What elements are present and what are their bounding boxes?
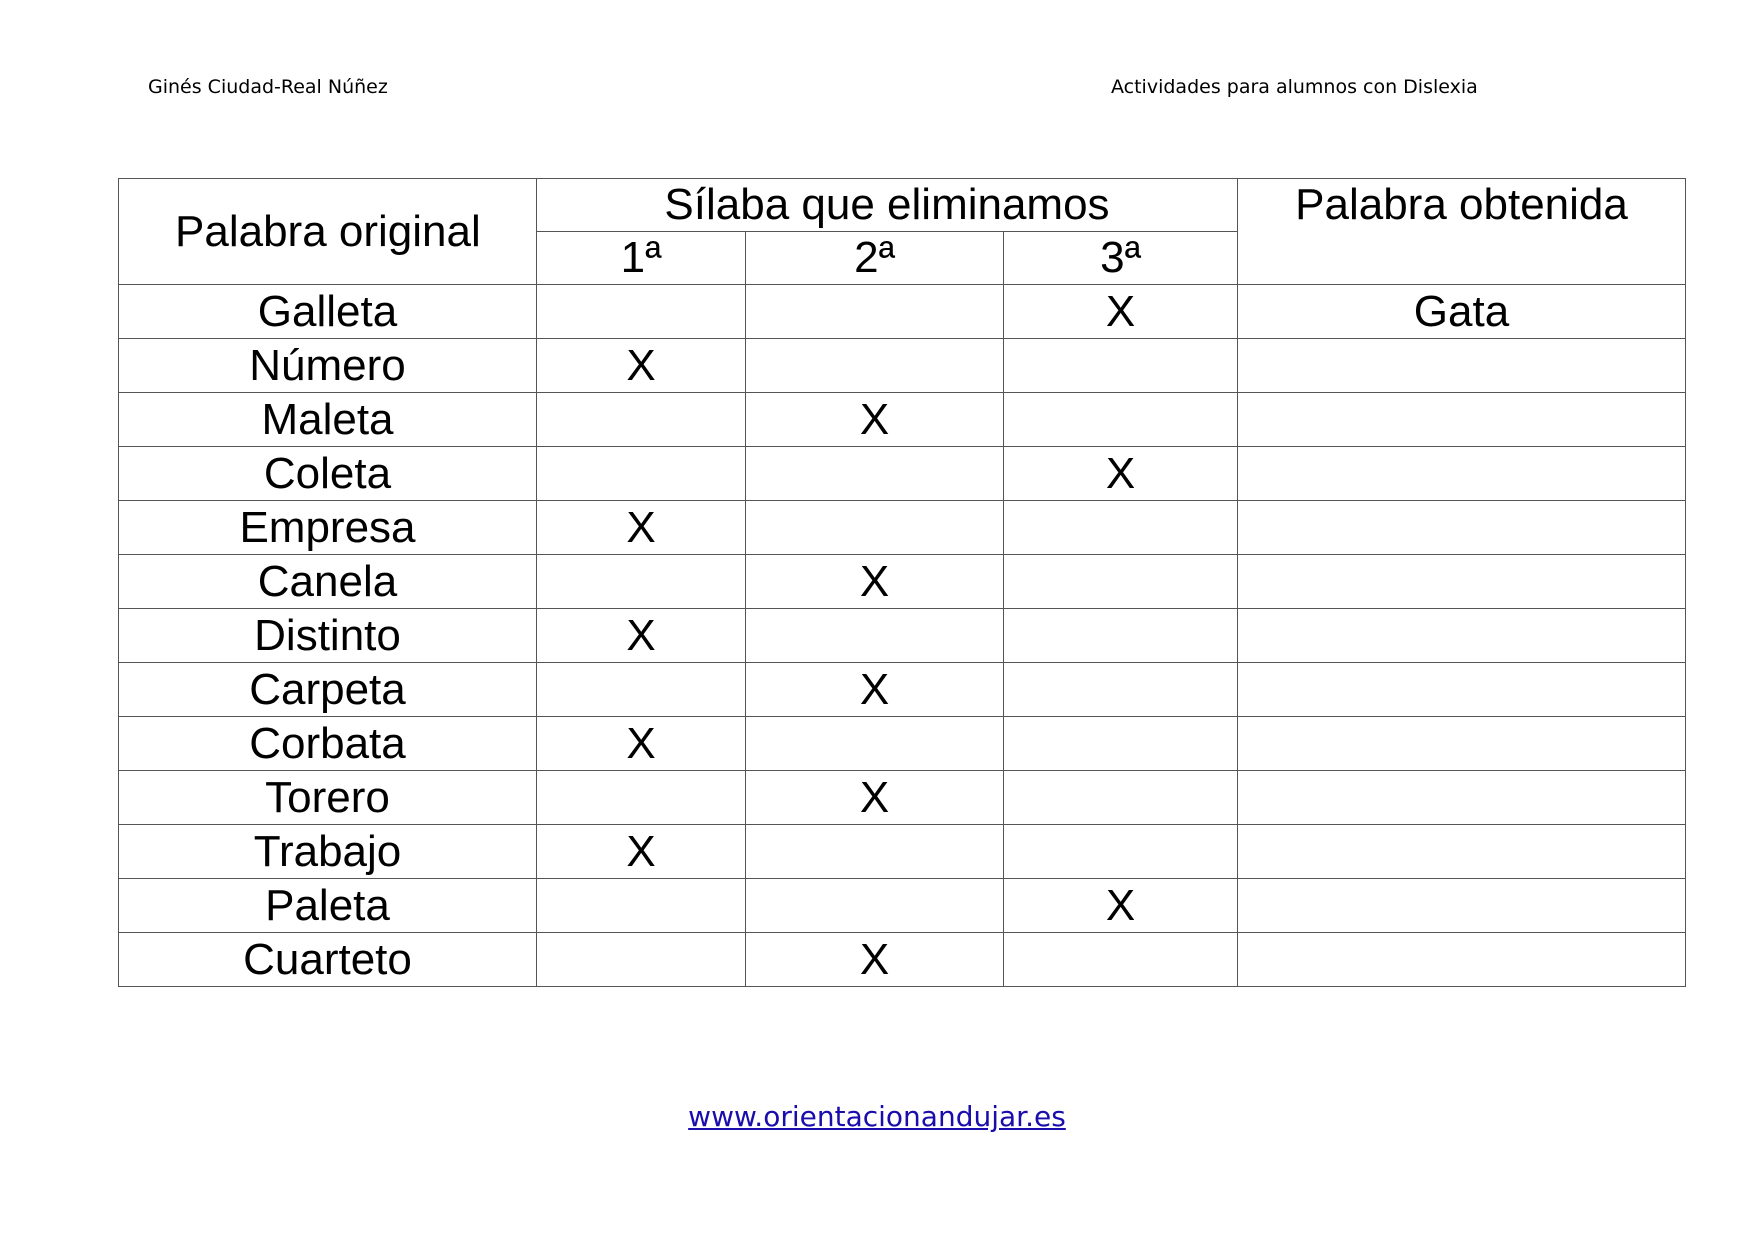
table-row bbox=[119, 879, 1686, 933]
table-row bbox=[119, 717, 1686, 771]
cell-obtained-word[interactable] bbox=[1238, 879, 1686, 933]
cell-syllable-1 bbox=[537, 447, 746, 501]
cell-obtained-word[interactable] bbox=[1238, 609, 1686, 663]
header-syllable-removed: Sílaba que eliminamos bbox=[537, 179, 1238, 232]
cell-syllable-1: X bbox=[537, 339, 746, 393]
cell-syllable-1 bbox=[537, 663, 746, 717]
cell-syllable-2 bbox=[746, 339, 1004, 393]
cell-syllable-2 bbox=[746, 825, 1004, 879]
document-subject: Actividades para alumnos con Dislexia bbox=[1111, 76, 1478, 98]
cell-obtained-word[interactable] bbox=[1238, 339, 1686, 393]
table-row bbox=[119, 825, 1686, 879]
cell-syllable-2 bbox=[746, 609, 1004, 663]
footer bbox=[0, 1100, 1754, 1133]
cell-obtained-word[interactable] bbox=[1238, 393, 1686, 447]
cell-syllable-1: X bbox=[537, 717, 746, 771]
cell-syllable-3: X bbox=[1004, 285, 1238, 339]
cell-syllable-3: X bbox=[1004, 879, 1238, 933]
table-row bbox=[119, 933, 1686, 987]
cell-syllable-2 bbox=[746, 879, 1004, 933]
cell-syllable-1 bbox=[537, 933, 746, 987]
table-row bbox=[119, 393, 1686, 447]
cell-obtained-word[interactable] bbox=[1238, 933, 1686, 987]
cell-syllable-1: X bbox=[537, 501, 746, 555]
cell-obtained-word[interactable] bbox=[1238, 825, 1686, 879]
cell-obtained-word[interactable] bbox=[1238, 447, 1686, 501]
cell-original-word: Número bbox=[119, 339, 537, 393]
header-syllable-2: 2ª bbox=[746, 232, 1004, 285]
cell-syllable-3 bbox=[1004, 825, 1238, 879]
cell-obtained-word[interactable] bbox=[1238, 501, 1686, 555]
cell-syllable-2 bbox=[746, 447, 1004, 501]
table-row bbox=[119, 771, 1686, 825]
cell-syllable-1 bbox=[537, 393, 746, 447]
header-original-word: Palabra original bbox=[119, 179, 537, 285]
cell-syllable-2: X bbox=[746, 555, 1004, 609]
cell-syllable-3 bbox=[1004, 609, 1238, 663]
cell-syllable-3 bbox=[1004, 501, 1238, 555]
cell-original-word: Carpeta bbox=[119, 663, 537, 717]
table-row bbox=[119, 555, 1686, 609]
cell-syllable-3 bbox=[1004, 393, 1238, 447]
cell-original-word: Coleta bbox=[119, 447, 537, 501]
cell-syllable-1 bbox=[537, 285, 746, 339]
cell-syllable-3 bbox=[1004, 933, 1238, 987]
cell-syllable-3: X bbox=[1004, 447, 1238, 501]
cell-syllable-2 bbox=[746, 717, 1004, 771]
cell-syllable-3 bbox=[1004, 717, 1238, 771]
cell-syllable-3 bbox=[1004, 555, 1238, 609]
cell-original-word: Distinto bbox=[119, 609, 537, 663]
cell-syllable-1: X bbox=[537, 825, 746, 879]
cell-obtained-word[interactable] bbox=[1238, 663, 1686, 717]
header-obtained-word: Palabra obtenida bbox=[1238, 179, 1686, 285]
table-row bbox=[119, 501, 1686, 555]
cell-syllable-2: X bbox=[746, 663, 1004, 717]
table-header-row bbox=[119, 179, 1686, 232]
cell-obtained-word[interactable]: Gata bbox=[1238, 285, 1686, 339]
table-row bbox=[119, 285, 1686, 339]
cell-syllable-2: X bbox=[746, 393, 1004, 447]
cell-obtained-word[interactable] bbox=[1238, 555, 1686, 609]
cell-original-word: Maleta bbox=[119, 393, 537, 447]
table-row bbox=[119, 339, 1686, 393]
website-link[interactable]: www.orientacionandujar.es bbox=[688, 1100, 1066, 1133]
header-syllable-1: 1ª bbox=[537, 232, 746, 285]
cell-original-word: Paleta bbox=[119, 879, 537, 933]
header-syllable-3: 3ª bbox=[1004, 232, 1238, 285]
cell-syllable-1 bbox=[537, 771, 746, 825]
cell-original-word: Trabajo bbox=[119, 825, 537, 879]
cell-syllable-3 bbox=[1004, 339, 1238, 393]
cell-original-word: Cuarteto bbox=[119, 933, 537, 987]
cell-obtained-word[interactable] bbox=[1238, 717, 1686, 771]
author-name: Ginés Ciudad-Real Núñez bbox=[148, 76, 388, 98]
cell-original-word: Corbata bbox=[119, 717, 537, 771]
cell-obtained-word[interactable] bbox=[1238, 771, 1686, 825]
cell-syllable-1 bbox=[537, 879, 746, 933]
cell-original-word: Canela bbox=[119, 555, 537, 609]
cell-syllable-2: X bbox=[746, 933, 1004, 987]
cell-original-word: Empresa bbox=[119, 501, 537, 555]
cell-syllable-1: X bbox=[537, 609, 746, 663]
syllable-worksheet-table bbox=[118, 178, 1686, 987]
cell-original-word: Torero bbox=[119, 771, 537, 825]
cell-original-word: Galleta bbox=[119, 285, 537, 339]
table-row bbox=[119, 663, 1686, 717]
cell-syllable-2: X bbox=[746, 771, 1004, 825]
cell-syllable-3 bbox=[1004, 663, 1238, 717]
cell-syllable-2 bbox=[746, 501, 1004, 555]
cell-syllable-2 bbox=[746, 285, 1004, 339]
cell-syllable-1 bbox=[537, 555, 746, 609]
table-row bbox=[119, 609, 1686, 663]
table-row bbox=[119, 447, 1686, 501]
cell-syllable-3 bbox=[1004, 771, 1238, 825]
